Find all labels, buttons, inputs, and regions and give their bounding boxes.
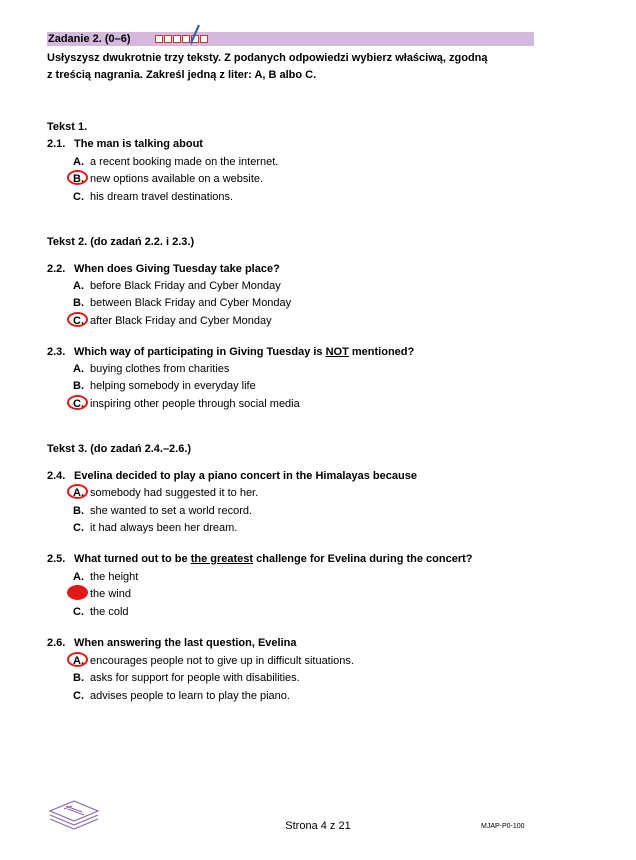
question-text: What turned out to be xyxy=(74,553,191,565)
option-2-2-c[interactable] xyxy=(73,315,272,327)
option-text: the wind xyxy=(90,588,131,600)
option-text: encourages people not to give up in difficult situations. xyxy=(90,655,354,667)
option-letter xyxy=(73,588,90,600)
question-text: mentioned? xyxy=(348,346,415,358)
option-letter: A. xyxy=(73,156,84,168)
question-2-1 xyxy=(47,138,203,150)
question-number: 2.4. xyxy=(47,470,66,482)
instruction-line: z treścią nagrania. Zakreśl jedną z liter: A, B albo C. xyxy=(47,69,317,81)
task-title: Zadanie 2. (0–6) xyxy=(48,33,131,45)
option-2-5-a[interactable] xyxy=(73,571,138,583)
option-text: a recent booking made on the internet. xyxy=(90,156,279,168)
answer-circle-mark xyxy=(67,312,88,327)
question-number: 2.1. xyxy=(47,138,66,150)
section-heading-tekst-3: Tekst 3. (do zadań 2.4.–2.6.) xyxy=(47,443,192,455)
option-letter: A. xyxy=(73,571,84,583)
option-2-5-c[interactable] xyxy=(73,606,129,618)
option-2-2-a[interactable] xyxy=(73,280,281,292)
option-letter: A. xyxy=(73,363,84,375)
question-text: challenge for Evelina during the concert? xyxy=(253,553,473,565)
footer-page-number: Strona 4 z 21 xyxy=(285,820,351,832)
option-text: new options available on a website. xyxy=(90,173,264,185)
question-number: 2.2. xyxy=(47,263,66,275)
option-text: buying clothes from charities xyxy=(90,363,230,375)
question-number: 2.3. xyxy=(47,346,66,358)
option-text: the cold xyxy=(90,606,129,618)
score-box xyxy=(173,35,181,43)
option-text: after Black Friday and Cyber Monday xyxy=(90,315,272,327)
score-box xyxy=(164,35,172,43)
question-number: 2.5. xyxy=(47,553,66,565)
option-letter: C. xyxy=(73,315,90,327)
option-text: inspiring other people through social media xyxy=(90,398,300,410)
question-emphasis: the greatest xyxy=(190,553,254,565)
answer-circle-mark xyxy=(67,585,88,600)
question-emphasis: NOT xyxy=(325,346,349,358)
question-text: The man is talking about xyxy=(74,138,203,150)
option-letter: C. xyxy=(73,606,84,618)
task-header xyxy=(47,32,534,46)
score-box xyxy=(200,35,208,43)
option-2-1-c[interactable] xyxy=(73,191,233,203)
option-2-3-a[interactable] xyxy=(73,363,229,375)
question-2-3 xyxy=(47,346,414,358)
option-2-3-b[interactable] xyxy=(73,380,256,392)
option-text: the height xyxy=(90,571,139,583)
option-text: between Black Friday and Cyber Monday xyxy=(90,297,292,309)
option-text: his dream travel destinations. xyxy=(90,191,234,203)
option-text: before Black Friday and Cyber Monday xyxy=(90,280,281,292)
option-text: she wanted to set a world record. xyxy=(90,505,253,517)
option-2-2-b[interactable] xyxy=(73,297,291,309)
option-letter: B. xyxy=(73,380,84,392)
option-2-6-b[interactable] xyxy=(73,672,300,684)
option-letter: B. xyxy=(73,672,84,684)
option-letter: C. xyxy=(73,522,84,534)
option-2-4-c[interactable] xyxy=(73,522,237,534)
option-letter: A. xyxy=(73,280,84,292)
question-text: Evelina decided to play a piano concert in the Himalayas because xyxy=(74,470,417,482)
option-letter: A. xyxy=(73,487,90,499)
answer-circle-mark xyxy=(67,395,88,410)
option-text: somebody had suggested it to her. xyxy=(90,487,259,499)
answer-circle-mark xyxy=(67,484,88,499)
question-2-6 xyxy=(47,637,297,649)
question-text: When answering the last question, Evelina xyxy=(74,637,297,649)
option-letter: C. xyxy=(73,690,84,702)
section-heading-tekst-1: Tekst 1. xyxy=(47,121,88,133)
option-text: helping somebody in everyday life xyxy=(90,380,256,392)
option-2-4-b[interactable] xyxy=(73,505,252,517)
question-text: When does Giving Tuesday take place? xyxy=(74,263,280,275)
answer-circle-mark xyxy=(67,652,88,667)
question-2-2 xyxy=(47,263,280,275)
section-heading-tekst-2: Tekst 2. (do zadań 2.2. i 2.3.) xyxy=(47,236,195,248)
instruction-line: Usłyszysz dwukrotnie trzy teksty. Z podanych odpowiedzi wybierz właściwą, zgodną xyxy=(47,52,488,64)
question-2-4 xyxy=(47,470,417,482)
footer-exam-code: MJAP-P0-100 xyxy=(481,823,525,830)
option-letter: C. xyxy=(73,191,84,203)
answer-circle-mark xyxy=(67,170,88,185)
question-2-5 xyxy=(47,553,473,565)
option-text: it had always been her dream. xyxy=(90,522,238,534)
option-text: asks for support for people with disabilities. xyxy=(90,672,300,684)
option-text: advises people to learn to play the piano. xyxy=(90,690,290,702)
score-box xyxy=(155,35,163,43)
task-instruction xyxy=(47,50,547,84)
option-letter: C. xyxy=(73,398,90,410)
option-2-1-a[interactable] xyxy=(73,156,278,168)
option-2-5-b[interactable] xyxy=(73,588,131,600)
option-letter: B. xyxy=(73,505,84,517)
option-2-1-b[interactable] xyxy=(73,173,263,185)
option-letter: B. xyxy=(73,173,90,185)
pen-icon xyxy=(189,24,201,46)
option-letter: B. xyxy=(73,297,84,309)
option-2-4-a[interactable] xyxy=(73,487,258,499)
option-letter: A. xyxy=(73,655,90,667)
option-2-3-c[interactable] xyxy=(73,398,300,410)
question-number: 2.6. xyxy=(47,637,66,649)
question-text: Which way of participating in Giving Tuesday is xyxy=(74,346,326,358)
option-2-6-a[interactable] xyxy=(73,655,354,667)
option-2-6-c[interactable] xyxy=(73,690,290,702)
